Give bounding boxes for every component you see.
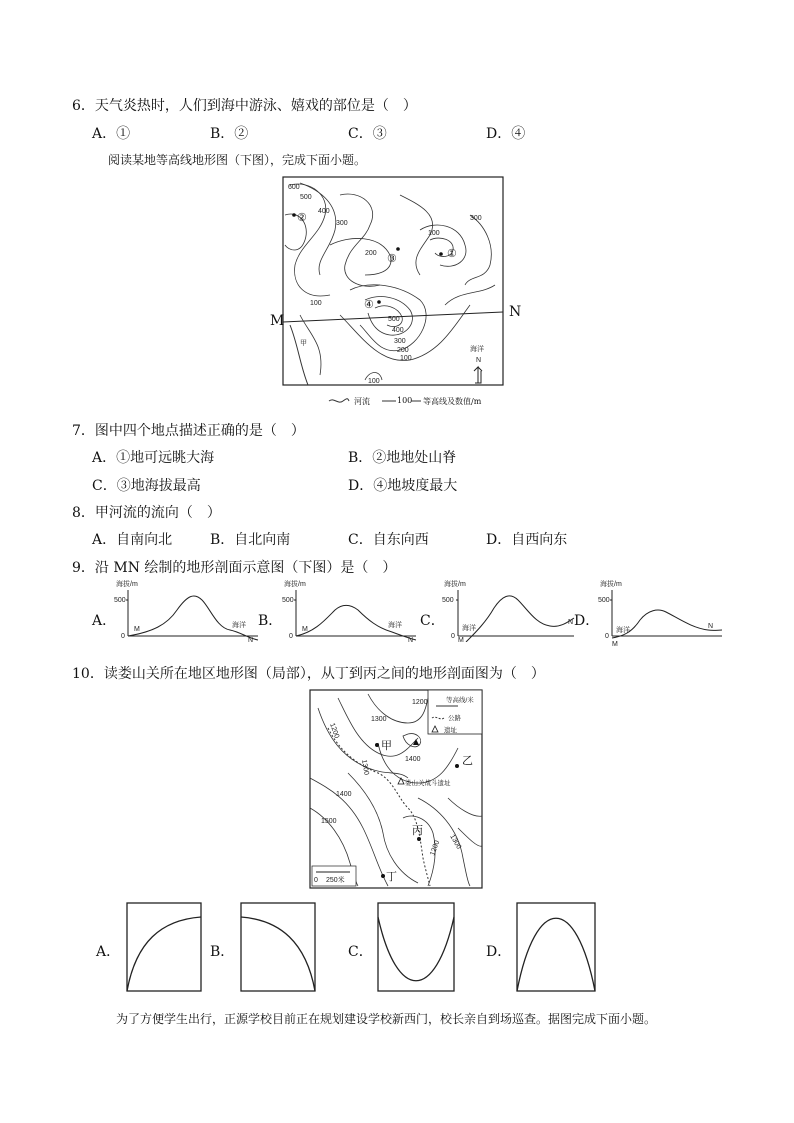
map1-point-3: ③: [387, 253, 397, 265]
profile-b-500: 500: [282, 597, 294, 604]
map2-1300c: 1300: [448, 833, 463, 851]
q6-option-d: D．④: [486, 126, 526, 142]
profile-a-m: M: [134, 626, 140, 633]
q7-option-b: B．②地地处山脊: [348, 450, 457, 466]
map2-1200c: 1200: [429, 839, 442, 857]
map2-legend-road: 公路: [448, 715, 461, 722]
profile-a: [112, 580, 262, 642]
profile-a-n: N: [248, 637, 254, 642]
map1-label-300b: 300: [470, 215, 482, 222]
profile-c-sea: 海洋: [462, 625, 476, 632]
profile-c-0: 0: [451, 633, 455, 640]
q9-option-d: D．: [574, 613, 600, 629]
q6-option-a: A．①: [92, 126, 131, 142]
q10-profile-d: [516, 902, 596, 992]
profile-c-m: M: [458, 637, 464, 642]
q10-option-a: A．: [96, 944, 121, 960]
profile-c: [436, 580, 578, 642]
map2-1400b: 1400: [336, 791, 352, 798]
map1-label-100d: 100: [400, 355, 412, 362]
profile-c-ylabel: 海拔/m: [444, 581, 466, 588]
profile-c-n: N: [568, 619, 574, 626]
q8-stem: 8．甲河流的流向（ ）: [72, 505, 221, 521]
profile-d-500: 500: [598, 597, 610, 604]
map1-legend-contour-icon: [382, 397, 396, 405]
profile-d: [596, 580, 726, 650]
map1-label-north: N: [476, 357, 482, 364]
map1-label-200b: 200: [397, 347, 409, 354]
map2-ding: 丁: [386, 871, 397, 883]
q6-option-b: B．②: [210, 126, 249, 142]
profile-a-0: 0: [121, 633, 125, 640]
map1-point-4: ④: [364, 299, 374, 311]
map2-1400a: 1400: [405, 756, 421, 763]
profile-b-sea: 海洋: [388, 622, 402, 629]
map1-label-300c: 300: [394, 338, 406, 345]
profile-a-ylabel: 海拔/m: [116, 581, 138, 588]
profile-b-0: 0: [289, 633, 293, 640]
q7-option-c: C．③地海拔最高: [92, 478, 201, 494]
q8-option-c: C．自东向西: [348, 532, 429, 548]
map1-label-300a: 300: [336, 220, 348, 227]
final-intro: 为了方便学生出行，正源学校目前正在规划建设学校新西门，校长亲自到场巡查。据图完成下面小题。: [116, 1012, 657, 1026]
map1-label-200: 200: [365, 250, 377, 257]
q9-option-a: A．: [92, 613, 117, 629]
profile-b: [280, 580, 420, 642]
q8-option-d: D．自西向东: [486, 532, 568, 548]
map1-label-500b: 500: [388, 316, 400, 323]
north-arrow-icon: [474, 367, 482, 383]
q6-stem: 6．天气炎热时，人们到海中游泳、嬉戏的部位是（ ）: [72, 98, 417, 114]
profile-a-sea: 海洋: [232, 622, 246, 629]
profile-c-500: 500: [442, 597, 454, 604]
profile-a-500: 500: [114, 597, 126, 604]
profile-d-ylabel: 海拔/m: [600, 581, 622, 588]
map2-yi: 乙: [462, 755, 473, 767]
map2-1500: 1500: [321, 818, 337, 825]
map1-label-sea: 海洋: [470, 346, 484, 353]
q6-option-c: C．③: [348, 126, 387, 142]
q7-option-d: D．④地坡度最大: [348, 478, 458, 494]
contour-map-1: [270, 175, 510, 407]
q10-option-b: B．: [210, 944, 235, 960]
map2-legend-site: 遗址: [444, 727, 457, 734]
map2-scale0: 0: [314, 877, 318, 884]
map1-label-jia: 甲: [300, 340, 307, 347]
map1-legend-river: 河流: [354, 397, 370, 406]
profile-d-0: 0: [605, 633, 609, 640]
q10-profile-a: [126, 902, 202, 992]
profile-b-n: N: [408, 637, 414, 642]
q9-stem: 9．沿 MN 绘制的地形剖面示意图（下图）是（ ）: [72, 560, 397, 576]
map1-legend-contour-value: 100: [397, 396, 413, 405]
contour-map-2: [308, 688, 484, 890]
map2-1200b: 1200: [412, 699, 428, 706]
map1-label-500: 500: [300, 194, 312, 201]
map2-1300b: 1300: [360, 759, 370, 776]
profile-d-m: M: [612, 641, 618, 648]
map2-1200a: 1200: [328, 722, 341, 740]
q8-option-b: B．自北向南: [210, 532, 291, 548]
profile-b-ylabel: 海拔/m: [284, 581, 306, 588]
map1-legend-river-icon: [328, 397, 350, 405]
map1-label-100b: 100: [310, 300, 322, 307]
map1-label-400: 400: [318, 208, 330, 215]
q9-option-b: B．: [258, 613, 283, 629]
map1-legend-contour: 等高线及数值/m: [423, 397, 482, 406]
map1-label-m: M: [270, 313, 285, 329]
q9-option-c: C．: [420, 613, 445, 629]
q10-stem: 10．读娄山关所在地区地形图（局部），从丁到丙之间的地形剖面图为（ ）: [72, 666, 545, 682]
q10-option-c: C．: [348, 944, 373, 960]
map2-jia: 甲: [381, 740, 392, 752]
q8-option-a: A．自南向北: [92, 532, 173, 548]
map1-legend-contour-icon-2: [411, 397, 421, 405]
map1-point-2: ②: [297, 212, 307, 224]
map2-site: 娄山关战斗遗址: [405, 780, 451, 787]
map1-point-1: ①: [447, 248, 457, 260]
q7-option-a: A．①地可远眺大海: [92, 450, 215, 466]
map2-scale: 250米: [326, 877, 345, 884]
q10-profile-b: [240, 902, 316, 992]
map1-label-100a: 100: [428, 230, 440, 237]
map1-label-600: 600: [288, 184, 300, 191]
map2-1300a: 1300: [371, 716, 387, 723]
profile-d-n: N: [708, 623, 714, 630]
map1-label-100c: 100: [368, 378, 380, 385]
profile-b-m: M: [302, 626, 308, 633]
map2-bing: 丙: [412, 825, 423, 837]
map1-label-n: N: [509, 304, 522, 320]
q7-stem: 7．图中四个地点描述正确的是（ ）: [72, 423, 305, 439]
q10-profile-c: [377, 902, 455, 992]
intro-contour-map: 阅读某地等高线地形图（下图），完成下面小题。: [108, 153, 367, 167]
map2-legend-contour: 等高线/米: [446, 697, 474, 704]
q10-option-d: D．: [486, 944, 512, 960]
map1-label-400b: 400: [392, 327, 404, 334]
profile-d-sea: 海洋: [616, 627, 630, 634]
